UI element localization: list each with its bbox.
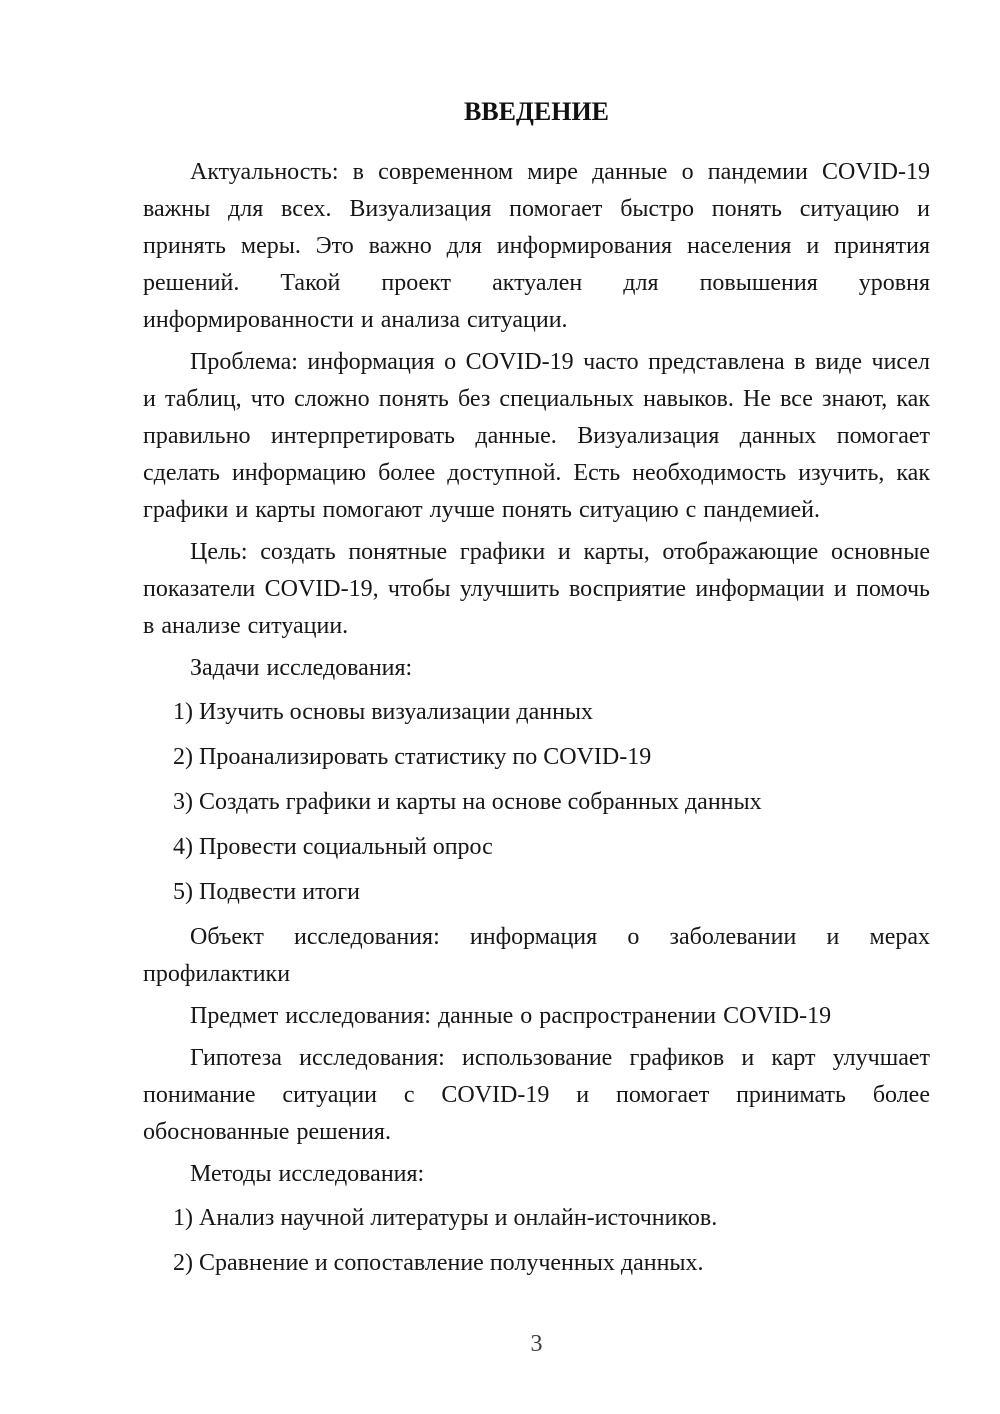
paragraph-goal: Цель: создать понятные графики и карты, отображающие основные показатели COVID-19, чтобы улучшить восприятие информации и помочь в анализе ситуации. xyxy=(143,539,930,639)
task-item: 3) Создать графики и карты на основе собранных данных xyxy=(173,789,762,815)
methods-heading: Методы исследования: xyxy=(190,1161,425,1187)
paragraph-hypothesis: Гипотеза исследования: использование графиков и карт улучшает понимание ситуации с COVID-19 и помогает принимать более обоснованные решения. xyxy=(143,1045,930,1145)
methods-list xyxy=(173,1200,930,1282)
method-item: 1) Анализ научной литературы и онлайн-источников. xyxy=(173,1205,718,1231)
page-number: 3 xyxy=(530,1331,543,1357)
paragraph-object: Объект исследования: информация о заболевании и мерах профилактики xyxy=(143,924,930,987)
paragraph-problem: Проблема: информация о COVID-19 часто представлена в виде чисел и таблиц, что сложно понять без специальных навыков. Не все знают, как правильно интерпретировать данные. Визуализация данных помогает сделать информацию более доступной. Есть необходимость изучить, как графики и карты помогают лучше понять ситуацию с пандемией. xyxy=(143,349,930,523)
task-item: 2) Проанализировать статистику по COVID-19 xyxy=(173,744,652,770)
tasks-heading: Задачи исследования: xyxy=(190,655,413,681)
task-item: 4) Провести социальный опрос xyxy=(173,834,493,860)
task-item: 5) Подвести итоги xyxy=(173,879,360,905)
task-item: 1) Изучить основы визуализации данных xyxy=(173,699,594,725)
method-item: 2) Сравнение и сопоставление полученных данных. xyxy=(173,1250,704,1276)
paragraph-relevance: Актуальность: в современном мире данные о пандемии COVID-19 важны для всех. Визуализация помогает быстро понять ситуацию и принять меры. Это важно для информирования населения и принятия решений. Такой проект актуален для повышения уровня информированности и анализа ситуации. xyxy=(143,159,930,333)
paragraph-subject: Предмет исследования: данные о распространении COVID-19 xyxy=(190,1003,832,1029)
tasks-list xyxy=(173,694,930,911)
page-title: ВВЕДЕНИЕ xyxy=(463,97,610,126)
